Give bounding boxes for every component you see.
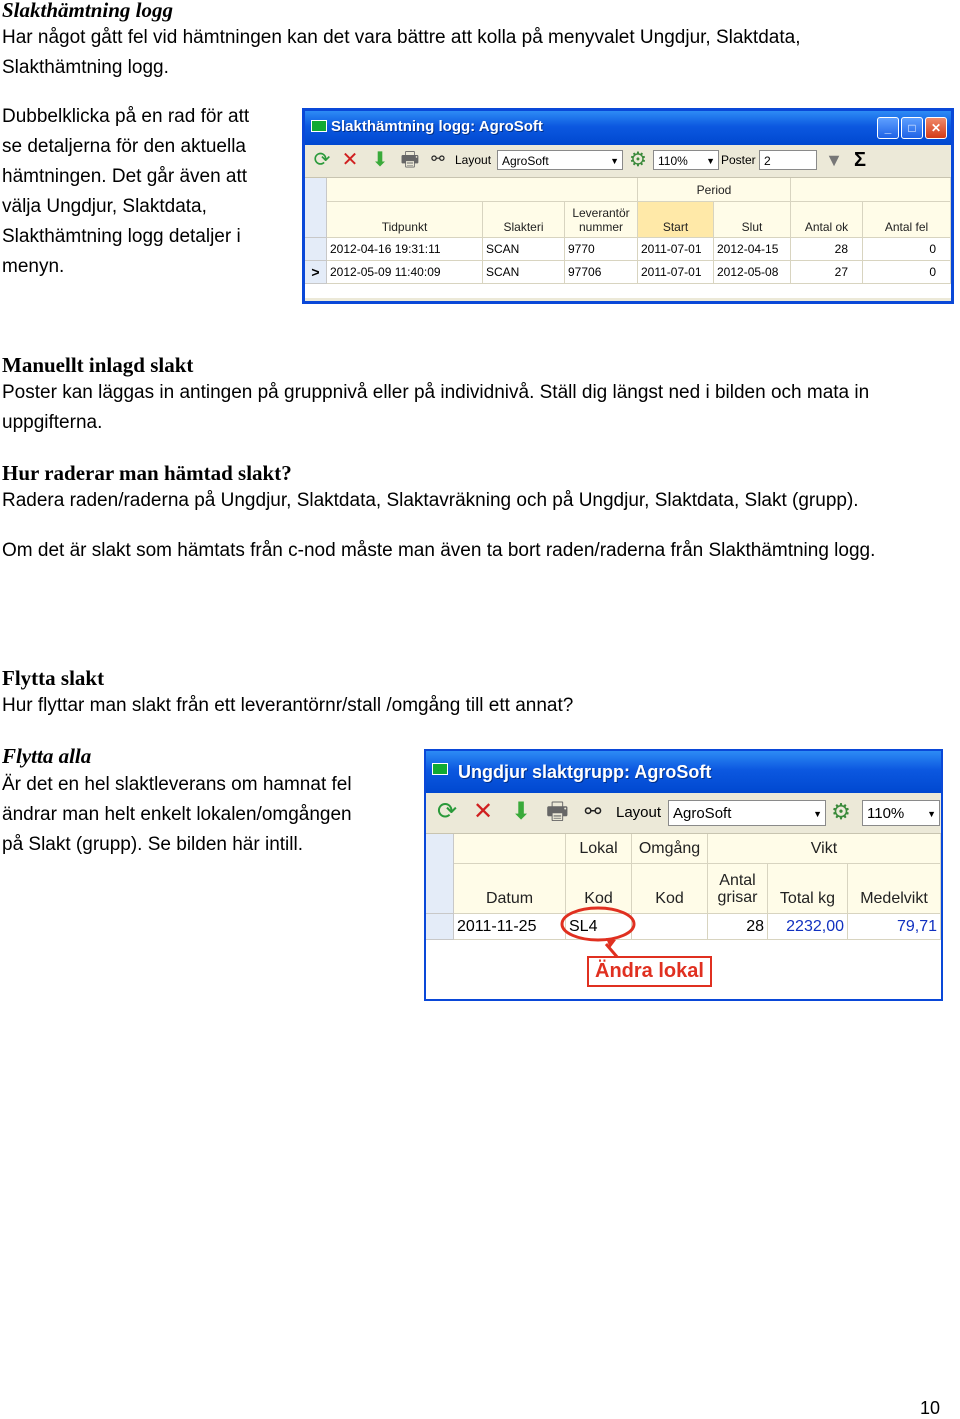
paragraph-manuellt bbox=[2, 378, 869, 438]
paragraph-flytta bbox=[2, 691, 573, 721]
text-line: Slakthämtning logg detaljer i bbox=[2, 226, 241, 247]
table-cell[interactable]: 28 bbox=[791, 238, 863, 261]
table-cell[interactable]: SCAN bbox=[483, 238, 565, 261]
table-cell[interactable]: 9770 bbox=[565, 238, 638, 261]
download-icon[interactable]: ⬇ bbox=[510, 798, 532, 825]
table-cell[interactable]: 27 bbox=[791, 261, 863, 284]
text-line: se detaljerna för den aktuella bbox=[2, 136, 246, 157]
table-cell[interactable]: 2012-04-15 bbox=[714, 238, 791, 261]
column-header-leverantor[interactable]: Leverantör nummer bbox=[565, 202, 638, 238]
toolbar bbox=[305, 145, 951, 178]
table-cell[interactable]: 2011-07-01 bbox=[638, 238, 714, 261]
section-heading-radera: Hur raderar man hämtad slakt? bbox=[2, 461, 292, 485]
text-line: menyn. bbox=[2, 256, 65, 277]
sum-icon[interactable]: Σ bbox=[853, 149, 866, 171]
column-group-header bbox=[454, 834, 566, 864]
text-line: Har något gått fel vid hämtningen kan det vara bättre att kolla på menyvalet Ungdjur, Slaktdata, bbox=[2, 27, 801, 48]
column-group-header bbox=[327, 178, 638, 202]
settings-icon[interactable]: ⚙ bbox=[629, 149, 647, 171]
chevron-down-icon: ▼ bbox=[706, 156, 715, 166]
table-cell[interactable]: 2232,00 bbox=[768, 914, 848, 940]
text-line: Är det en hel slaktleverans om hamnat fel bbox=[2, 774, 352, 795]
table-cell[interactable]: 2012-05-08 bbox=[714, 261, 791, 284]
section-heading-slakthamtning-logg: Slakthämtning logg bbox=[2, 0, 173, 22]
text-line: på Slakt (grupp). Se bilden här intill. bbox=[2, 834, 303, 855]
section-heading-flytta-alla: Flytta alla bbox=[2, 744, 92, 768]
zoom-select[interactable] bbox=[653, 150, 719, 170]
zoom-select[interactable] bbox=[862, 800, 940, 826]
layout-select-value: AgroSoft bbox=[673, 805, 732, 822]
column-header-datum[interactable]: Datum bbox=[454, 864, 566, 914]
text-line: uppgifterna. bbox=[2, 412, 103, 433]
page-number: 10 bbox=[919, 1398, 940, 1418]
data-grid bbox=[305, 178, 951, 298]
row-selector[interactable] bbox=[426, 914, 454, 940]
slakthamtning-logg-window bbox=[302, 108, 954, 304]
grid-corner bbox=[426, 834, 454, 914]
delete-icon[interactable]: ✕ bbox=[341, 149, 359, 171]
paragraph-logg-intro bbox=[2, 23, 800, 83]
layout-label: Layout bbox=[455, 153, 492, 167]
chevron-down-icon: ▼ bbox=[927, 809, 936, 819]
refresh-icon[interactable]: ⟳ bbox=[436, 798, 458, 825]
column-group-header-period: Period bbox=[638, 178, 791, 202]
table-cell[interactable]: 97706 bbox=[565, 261, 638, 284]
table-cell[interactable]: 28 bbox=[708, 914, 768, 940]
callout-label: Ändra lokal bbox=[587, 956, 712, 987]
column-header-antal-fel[interactable]: Antal fel bbox=[863, 202, 951, 238]
zoom-select-value: 110% bbox=[658, 154, 688, 168]
toolbar bbox=[426, 793, 941, 834]
column-header-total-kg[interactable]: Total kg bbox=[768, 864, 848, 914]
column-header-slut[interactable]: Slut bbox=[714, 202, 791, 238]
column-header-medelvikt[interactable]: Medelvikt bbox=[848, 864, 941, 914]
column-header-omgang-kod[interactable]: Kod bbox=[632, 864, 708, 914]
text-line: Dubbelklicka på en rad för att bbox=[2, 106, 250, 127]
filter-icon[interactable]: ▼ bbox=[825, 150, 843, 170]
column-header-antal-ok[interactable]: Antal ok bbox=[791, 202, 863, 238]
column-header-tidpunkt[interactable]: Tidpunkt bbox=[327, 202, 483, 238]
text-line: Radera raden/raderna på Ungdjur, Slaktdata, Slaktavräkning och på Ungdjur, Slaktdata, Slakt (grupp). bbox=[2, 490, 859, 511]
column-group-header bbox=[791, 178, 951, 202]
binoculars-icon[interactable]: ⚯ bbox=[431, 151, 445, 168]
table-cell[interactable]: 0 bbox=[863, 261, 951, 284]
text-line: ändrar man helt enkelt lokalen/omgången bbox=[2, 804, 352, 825]
row-selector[interactable]: > bbox=[305, 261, 327, 284]
window-title: Slakthämtning logg: AgroSoft bbox=[331, 118, 543, 135]
text-line: Hur flyttar man slakt från ett leverantörnr/stall /omgång till ett annat? bbox=[2, 695, 574, 716]
column-header-start[interactable]: Start bbox=[638, 202, 714, 238]
column-group-header-lokal: Lokal bbox=[566, 834, 632, 864]
settings-icon[interactable]: ⚙ bbox=[831, 799, 851, 824]
table-cell-lokal-kod[interactable]: SL4 bbox=[566, 914, 632, 940]
layout-select[interactable] bbox=[668, 800, 826, 826]
poster-count-field bbox=[759, 150, 817, 170]
poster-label: Poster bbox=[721, 153, 756, 167]
table-cell[interactable]: 2012-05-09 11:40:09 bbox=[327, 261, 483, 284]
window-titlebar bbox=[426, 751, 941, 793]
paragraph-flytta-alla bbox=[2, 770, 352, 860]
app-icon bbox=[432, 763, 448, 775]
window-titlebar bbox=[305, 111, 951, 145]
column-header-slakteri[interactable]: Slakteri bbox=[483, 202, 565, 238]
poster-count-value: 2 bbox=[764, 154, 771, 168]
paragraph-radera bbox=[2, 486, 859, 516]
table-cell[interactable]: 2011-11-25 bbox=[454, 914, 566, 940]
print-icon[interactable]: 🖶 bbox=[546, 798, 569, 825]
row-selector[interactable] bbox=[305, 238, 327, 261]
text-line: hämtningen. Det går även att bbox=[2, 166, 248, 187]
paragraph-radera-cnod bbox=[2, 536, 875, 566]
chevron-down-icon: ▼ bbox=[813, 809, 822, 819]
callout-ellipse bbox=[562, 908, 634, 940]
delete-icon[interactable]: ✕ bbox=[472, 798, 494, 825]
column-header-antal-grisar[interactable]: Antal grisar bbox=[708, 864, 768, 914]
app-icon bbox=[311, 120, 327, 132]
table-cell[interactable]: SCAN bbox=[483, 261, 565, 284]
table-cell[interactable]: 0 bbox=[863, 238, 951, 261]
text-line: Om det är slakt som hämtats från c-nod måste man även ta bort raden/raderna från Slakthämtning logg. bbox=[2, 540, 876, 561]
refresh-icon[interactable]: ⟳ bbox=[313, 149, 331, 171]
section-heading-manuellt: Manuellt inlagd slakt bbox=[2, 353, 194, 377]
zoom-select-value: 110% bbox=[867, 805, 905, 822]
layout-select[interactable] bbox=[497, 150, 623, 170]
chevron-down-icon: ▼ bbox=[610, 156, 619, 166]
maximize-button[interactable]: □ bbox=[901, 117, 923, 139]
grid-corner bbox=[305, 178, 327, 238]
close-button[interactable]: ✕ bbox=[925, 117, 947, 139]
layout-label: Layout bbox=[616, 804, 662, 821]
window-title: Ungdjur slaktgrupp: AgroSoft bbox=[458, 762, 712, 782]
text-line: Slakthämtning logg. bbox=[2, 57, 169, 78]
table-cell[interactable]: 2011-07-01 bbox=[638, 261, 714, 284]
layout-select-value: AgroSoft bbox=[502, 154, 549, 168]
download-icon[interactable]: ⬇ bbox=[371, 149, 389, 171]
column-group-header-omgang: Omgång bbox=[632, 834, 708, 864]
column-group-header-vikt: Vikt bbox=[708, 834, 941, 864]
minimize-button[interactable]: _ bbox=[877, 117, 899, 139]
section-heading-flytta: Flytta slakt bbox=[2, 666, 105, 690]
text-line: Poster kan läggas in antingen på gruppnivå eller på individnivå. Ställ dig längst ned i bilden och mata in bbox=[2, 382, 870, 403]
table-cell[interactable]: 79,71 bbox=[848, 914, 941, 940]
binoculars-icon[interactable]: ⚯ bbox=[584, 801, 602, 823]
text-line: välja Ungdjur, Slaktdata, bbox=[2, 196, 207, 217]
paragraph-logg-side bbox=[2, 102, 249, 282]
print-icon[interactable]: 🖶 bbox=[400, 149, 420, 171]
column-header-lokal-kod[interactable]: Kod bbox=[566, 864, 632, 914]
table-cell[interactable]: 2012-04-16 19:31:11 bbox=[327, 238, 483, 261]
